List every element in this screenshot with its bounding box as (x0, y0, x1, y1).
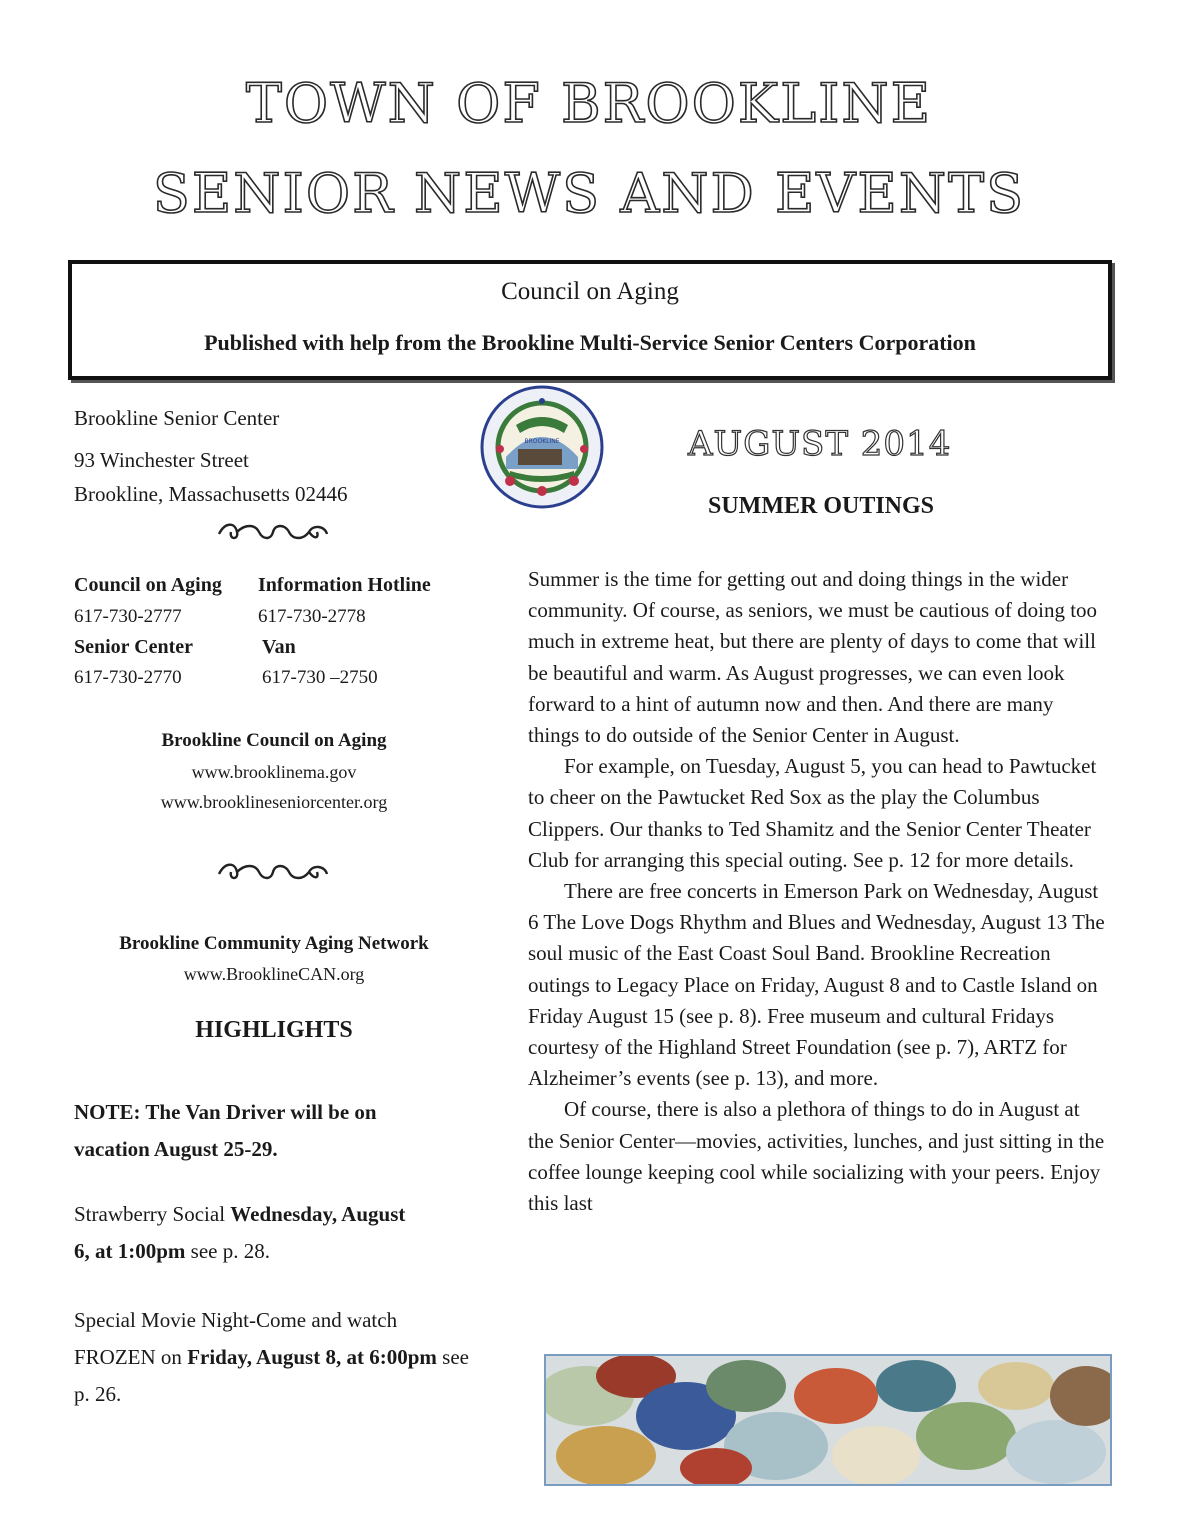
article-headline: SUMMER OUTINGS (708, 493, 935, 519)
contact-label-senior-center: Senior Center (74, 636, 194, 658)
contact-label-hotline: Information Hotline (258, 574, 431, 596)
contact-number-senior-center: 617-730-2770 (74, 667, 182, 688)
article-paragraph: Summer is the time for getting out and doing things in the wider community. Of course, as seniors, we must be cautious of doing too much in extreme heat, but there are plenty of days to come that will be beautiful and warm. As August progresses, we can even look forward to a hint of autumn now and then. And there are many things to do outside of the Senior Center in August. (528, 567, 1098, 748)
address-street: 93 Winchester Street (74, 448, 249, 472)
coa-title: Brookline Council on Aging (161, 730, 387, 751)
article-paragraph: Of course, there is also a plethora of things to do in August at the Senior Center—movies, activities, lunches, and just sitting in the coffee lounge keeping cool while socializing with your peers. Enjoy this last (528, 1097, 1105, 1216)
sea-glass-photo (544, 1354, 1112, 1486)
article-body (528, 564, 1108, 1219)
contact-label-coa: Council on Aging (74, 574, 222, 596)
highlight-strawberry-social: Strawberry Social Wednesday, August 6, at 1:00pm see p. 28. (74, 1202, 406, 1263)
page-title-line2: SENIOR NEWS AND EVENTS (152, 162, 1026, 225)
banner-box (68, 260, 1112, 380)
coa-url2[interactable]: www.brooklineseniorcenter.org (160, 792, 388, 812)
highlight-movie-night: Special Movie Night-Come and watch FROZEN on Friday, August 8, at 6:00pm see p. 26. (74, 1308, 469, 1406)
contact-number-coa: 617-730-2777 (74, 606, 182, 627)
address-name: Brookline Senior Center (74, 406, 280, 430)
address-city: Brookline, Massachusetts 02446 (74, 482, 348, 506)
can-url[interactable]: www.BrooklineCAN.org (183, 964, 365, 984)
contact-number-hotline: 617-730-2778 (258, 606, 366, 627)
issue-month: AUGUST 2014 (688, 424, 952, 464)
highlights-heading: HIGHLIGHTS (195, 1017, 353, 1043)
highlight-note: NOTE: The Van Driver will be on vacation August 25-29. (74, 1100, 377, 1161)
can-title: Brookline Community Aging Network (119, 933, 429, 954)
flourish-divider-icon (215, 860, 331, 889)
article-paragraph: There are free concerts in Emerson Park on Wednesday, August 6 The Love Dogs Rhythm and Blues and Wednesday, August 13 The soul music of the East Coast Soul Band. Brookline Recreation outings to Legacy Place on Friday, August 8 and to Castle Island on Friday August 15 (see p. 8). Free museum and cultural Fridays courtesy of the Highland Street Foundation (see p. 7), ARTZ for Alzheimer’s events (see p. 13), and more. (528, 879, 1105, 1091)
town-seal-icon (480, 385, 604, 509)
banner-line2: Published with help from the Brookline Multi-Service Senior Centers Corporation (204, 330, 976, 355)
contact-number-van: 617-730 –2750 (262, 667, 378, 688)
coa-url1[interactable]: www.brooklinema.gov (191, 762, 357, 782)
page-title-line1: TOWN OF BROOKLINE (245, 72, 933, 135)
contact-label-van: Van (262, 636, 296, 658)
article-paragraph: For example, on Tuesday, August 5, you can head to Pawtucket to cheer on the Pawtucket Red Sox as the play the Columbus Clippers. Our thanks to Ted Shamitz and the Senior Center Theater Club for arranging this special outing. See p. 12 for more details. (528, 754, 1097, 872)
flourish-divider-icon (215, 520, 331, 549)
banner-line1: Council on Aging (501, 278, 679, 305)
seal-band-text: BROOKLINE (524, 438, 560, 445)
